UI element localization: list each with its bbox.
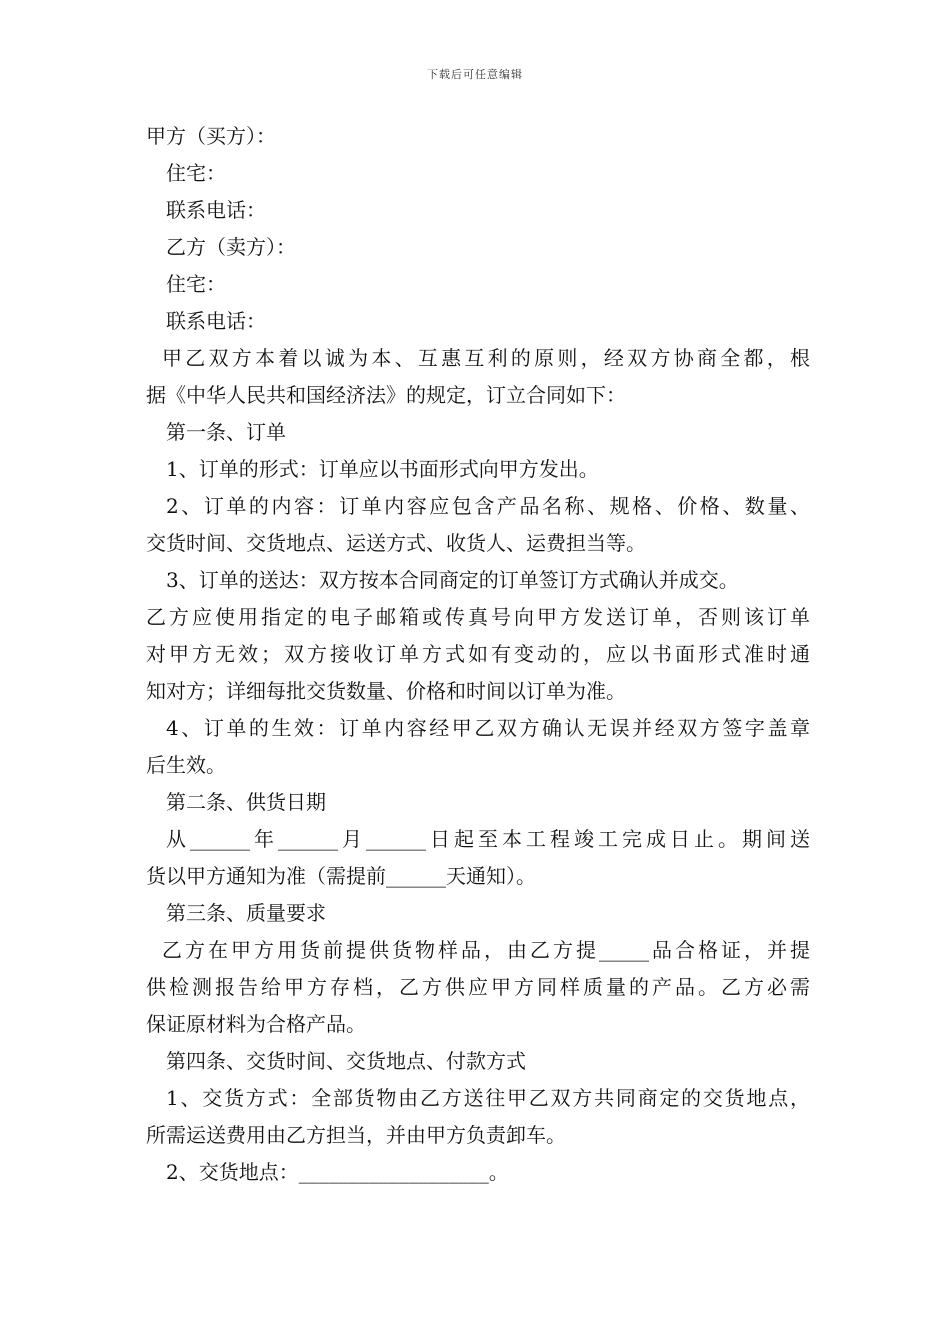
article-2-line-2: 货以甲方通知为准（需提前______天通知）。 [146, 864, 536, 888]
party-a-title: 甲方（买方）： [146, 124, 276, 148]
article-3-line-2: 供检测报告给甲方存档，乙方供应甲方同样质量的产品。乙方必需 [146, 975, 810, 999]
party-b-phone: 联系电话： [166, 309, 266, 333]
page-header-note: 下载后可任意编辑 [427, 68, 523, 81]
article-1-item-3-line-3: 对甲方无效；双方接收订单方式如有变动的，应以书面形式准时通 [146, 642, 810, 666]
article-4-item-1-line-2: 所需运送费用由乙方担当，并由甲方负责卸车。 [146, 1123, 566, 1147]
party-a-address: 住宅： [166, 161, 226, 185]
article-1-item-3-line-4: 知对方；详细每批交货数量、价格和时间以订单为准。 [146, 679, 626, 703]
article-3-heading: 第三条、质量要求 [166, 901, 326, 925]
article-1-heading: 第一条、订单 [166, 420, 286, 444]
article-1-item-2-line-1: 2、订单的内容：订单内容应包含产品名称、规格、价格、数量、 [166, 494, 810, 518]
article-4-item-2: 2、交货地点：___________________。 [166, 1160, 509, 1184]
article-1-item-1: 1、订单的形式：订单应以书面形式向甲方发出。 [166, 457, 599, 481]
article-1-item-4-line-1: 4、订单的生效：订单内容经甲乙双方确认无误并经双方签字盖章 [166, 716, 810, 740]
article-1-item-3-line-1: 3、订单的送达：双方按本合同商定的订单签订方式确认并成交。 [166, 568, 739, 592]
article-1-item-2-line-2: 交货时间、交货地点、运送方式、收货人、运费担当等。 [146, 531, 646, 555]
article-1-item-4-line-2: 后生效。 [146, 753, 226, 777]
article-4-item-1-line-1: 1、交货方式：全部货物由乙方送往甲乙双方共同商定的交货地点， [166, 1086, 810, 1110]
article-3-line-3: 保证原材料为合格产品。 [146, 1012, 366, 1036]
party-b-address: 住宅： [166, 272, 226, 296]
contract-body [146, 118, 810, 1191]
article-4-heading: 第四条、交货时间、交货地点、付款方式 [166, 1049, 526, 1073]
preamble-line-1: 甲乙双方本着以诚为本、互惠互利的原则，经双方协商全都，根 [162, 346, 810, 370]
party-a-phone: 联系电话： [166, 198, 266, 222]
article-3-line-1: 乙方在甲方用货前提供货物样品，由乙方提_____品合格证，并提 [162, 938, 810, 962]
article-1-item-3-line-2: 乙方应使用指定的电子邮箱或传真号向甲方发送订单，否则该订单 [146, 605, 810, 629]
preamble-line-2: 据《中华人民共和国经济法》的规定，订立合同如下： [146, 383, 626, 407]
party-b-title: 乙方（卖方）： [166, 235, 296, 259]
article-2-heading: 第二条、供货日期 [166, 790, 326, 814]
article-2-line-1: 从______年______月______日起至本工程竣工完成日止。期间送 [166, 827, 810, 851]
